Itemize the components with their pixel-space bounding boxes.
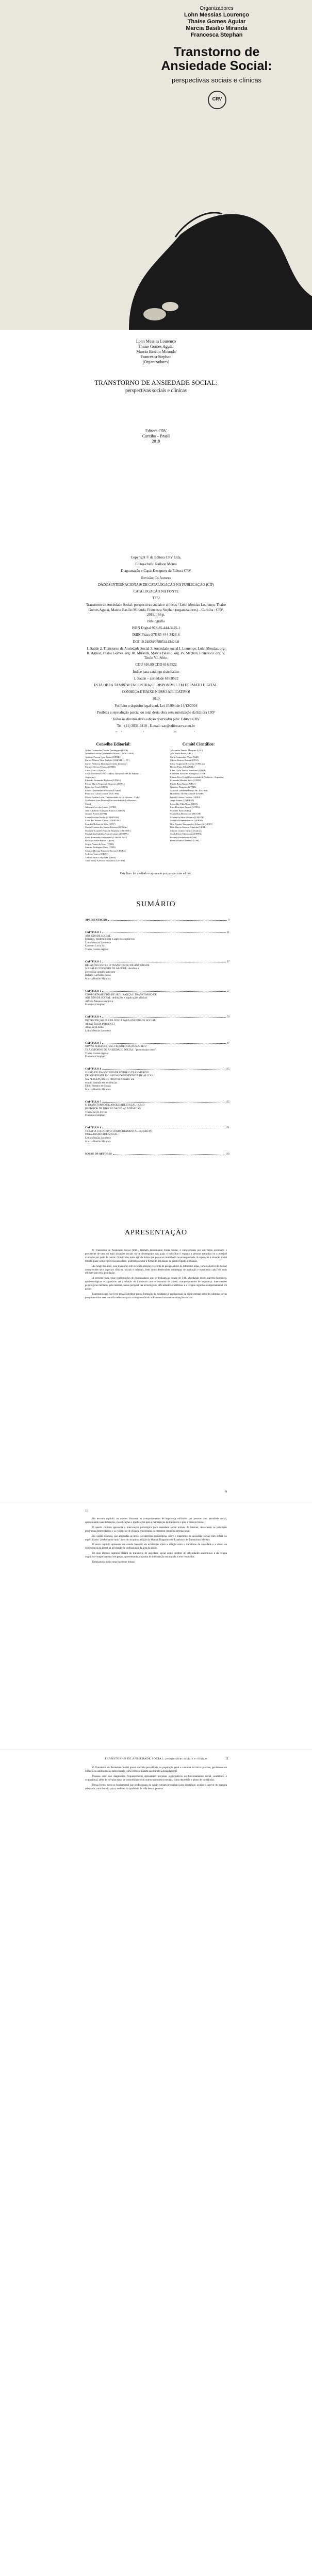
scientific-committee-list [170, 749, 227, 843]
toc-entry-row [85, 1067, 229, 1071]
toc-entry[interactable] [85, 1153, 229, 1156]
toc-page-number: 163 [225, 1152, 229, 1156]
running-head: TRANSTORNO DE ANSIEDADE SOCIAL: perspectivas sociais e clínicas [104, 1757, 208, 1760]
toc-entry-label: CAPÍTULO 4 [85, 1015, 102, 1019]
board-member: Fernanda Mendes Silva (UESB) [170, 779, 201, 782]
copyright-line: CATALOGAÇÃO NA FONTE [133, 589, 179, 594]
toc-page-number: 115 [225, 1067, 229, 1071]
toc-entry[interactable] [85, 931, 229, 952]
toc-page-number: 11 [227, 931, 229, 934]
toc-page [0, 889, 312, 1218]
toc-entry-row [85, 990, 229, 993]
toc-entry-label: CAPÍTULO 7 [85, 1100, 102, 1104]
copyright-line: Foi feito o depósito legal conf. Lei 10.994 de 14/12/2004 [114, 703, 198, 708]
name-line: Marcia Basilio Miranda [136, 349, 176, 354]
publisher-line: Curitiba – Brasil [142, 434, 170, 438]
toc-entry-line: Lohn Messias Lourenço [85, 941, 111, 944]
board-member: Paulo Romualdo Hernandes (UNIFAL-MG) [85, 836, 127, 839]
board-member: Sydione Santos (UEPG) [85, 853, 108, 855]
title-page [0, 330, 312, 546]
toc-entry-line: prevenção científica recente [85, 970, 116, 974]
board-member: Eliana Alice Puig (Universidade de Valência – Espanha) [170, 775, 224, 778]
board-member: Guillermo Arias Beatón (Universidade de La Havana – Cuba) [85, 799, 138, 805]
presentation-page-3 [0, 1750, 312, 1936]
board-member: Leonel Severo Rocha (UNISINOS) [85, 816, 119, 819]
copyright-line: Copyright © da Editora CRV Ltda. [130, 555, 182, 560]
toc-entry[interactable] [85, 1067, 229, 1091]
toc-entry-row [85, 1153, 229, 1156]
toc-entry-line: NA PERCEPÇÃO DE PROFISSIONAIS: um [85, 1077, 135, 1081]
presentation-text-3 [85, 1767, 227, 1792]
title-page-names [0, 339, 312, 365]
toc-entry-line: Lohn Messias Lourenço [85, 1029, 111, 1032]
board-member: Antônio Pereira Gaio Júnior (UFRRJ) [85, 755, 121, 758]
toc-entry-label: CAPÍTULO 8 [85, 1126, 102, 1130]
toc-entry-row [85, 1126, 229, 1130]
page-number: 10 [85, 1510, 88, 1513]
toc-page-number: 97 [226, 1041, 229, 1045]
toc-entry[interactable] [85, 1100, 229, 1117]
paragraph: No terceiro capítulo, os autores discutem os comportamentos de segurança utilizados por pessoas com ansiedade social, apresentando suas definições, classificações e implicações para a manutenção do transtorno e para a prática clínica. [85, 1518, 227, 1524]
presentation-page [0, 1218, 312, 1502]
toc-entry-line: Carmem Lucia Sá [85, 944, 105, 948]
board-member: Simone Gomes Tavares (Unifacs) [170, 829, 202, 832]
toc-entry-line: Rafaela Carvalho Bessa [85, 974, 111, 977]
toc-page-number: 9 [228, 919, 229, 922]
paragraph: O Transtorno de Ansiedade Social possui elevada prevalência na população geral e costuma ter início precoce, geralmente na infância ou adolescência, apresentando curso crônico quando não tratado adequadamente. [85, 1767, 227, 1773]
toc-page-number: 57 [226, 990, 229, 993]
toc-entry-line: DE ANSIEDADE E O ABUSO/DEPENDÊNCIA DE ÁLCOOL [85, 1074, 154, 1078]
toc-page-number: 151 [225, 1126, 229, 1130]
editorial-council-title: Conselho Editorial: [96, 742, 131, 747]
toc-entry-label: SOBRE OS AUTORES [85, 1152, 112, 1156]
toc-leader-dots [113, 1154, 224, 1155]
board-member: Flávia Rosa Naves (UFSJ) [170, 782, 195, 785]
board-member: Mauricio Pennemaracha (UFRRJ) [170, 819, 203, 822]
page-number: 9 [225, 1490, 227, 1494]
copyright-line: Tel.: (41) 3039-6418 - E-mail: sac@editoracrv.com.br [117, 724, 195, 728]
toc-entry-line: O TRANSTORNO DE ANSIEDADE SOCIAL COMO [85, 1104, 145, 1107]
board-member: Isabel Cristina Cardoso (UERJ) [170, 795, 201, 799]
toc-entry-line: ATRAVÉS DA INTERNET [85, 1022, 115, 1026]
board-member: Elione Maria Nogueira Diogenes (UFAL) [85, 782, 125, 785]
scientific-committee [170, 743, 227, 843]
toc-heading: SUMÁRIO [136, 900, 176, 908]
copyright-text [85, 555, 227, 738]
toc-entry-line: Marcia Basilio Miranda [85, 977, 111, 980]
board-member: Carla Guimarães Alves (UnB) [170, 755, 199, 758]
toc-entry-label: CAPÍTULO 3 [85, 990, 102, 993]
board-member: Simone Rodrigues Pinto (UNB) [85, 846, 116, 849]
board-member: Rodrigo Pratte-Santos (UFES) [85, 839, 114, 842]
toc-entry-line: Thaíse Gomes Aguiar [85, 1052, 109, 1055]
publisher-logo-text: CRV [212, 96, 222, 101]
board-member: Jailson Alves dos Santos (UFRJ) [85, 806, 117, 808]
toc-entry-row [85, 960, 229, 964]
board-member: Gloria Fariñas León (Universidade de La Havana – Cuba) [85, 795, 140, 799]
toc-entry-line: Fábio Ferreira de Souza [85, 1084, 111, 1088]
board-member: Hildeberto Oliveira Junior (UEMA) [170, 792, 205, 795]
paragraph: Ao longo dos anos, esse transtorno tem recebido atenção crescente de pesquisadores de diferentes áreas, com o objetivo de melhor compreender seus aspectos clínicos, sociais e culturais, bem como desenvolver estratégias de avaliação e tratamento cada vez mais eficazes para essa população. [85, 1265, 227, 1275]
toc-entry-line: estudo baseado em evidências [85, 1081, 118, 1084]
organizer-name: Lohn Messias Lourenço [184, 12, 249, 18]
toc-page-number: 37 [226, 960, 229, 963]
paragraph: Dessa forma, torna-se fundamental que profissionais da saúde estejam preparados para identificar, avaliar e intervir de maneira adequada, contribuindo para a melhora da qualidade de vida dessas pessoas. [85, 1784, 227, 1790]
board-member: Edna Lúcia Tinoco Ponciano (UERJ) [170, 769, 206, 772]
presentation-text [85, 1249, 227, 1302]
board-member: Lídia de Oliveira Xavier (UNIEURO) [85, 819, 121, 822]
presentation-heading: APRESENTAÇÃO [124, 1229, 188, 1236]
editorial-council-list [85, 749, 142, 863]
paragraph: A presente obra reúne contribuições de pesquisadores que se dedicam ao estudo do TAS, abordando desde aspectos históricos, epidemiológicos e cognitivos até a relação do transtorno com o consumo de álcool, comportamentos de segurança, intervenções psicológicas mediadas pela internet, novas perspectivas tecnológicas, dificuldades acadêmicas e a terapia cognitivo-comportamental em grupo. [85, 1277, 227, 1291]
board-footer: Este livro foi avaliado e aprovado por pareceristas ad hoc. [120, 872, 192, 875]
toc-entry[interactable] [85, 919, 229, 922]
toc-entry-label: APRESENTAÇÃO [85, 919, 107, 922]
toc-entry-line: Lohn Messias Lourenço [85, 1136, 111, 1140]
board-member: Celso Conti (UFSCar) [85, 769, 107, 772]
title-page-publisher [0, 429, 312, 444]
toc-entry-line: Thaíse Gomes Aguiar [85, 947, 109, 951]
toc-entry-line: TERAPIA COGNITIVO-COMPORTAMENTAL EM GRUPO [85, 1129, 153, 1133]
toc-entry-line: Francesca Stephan [85, 1003, 105, 1007]
copyright-line: 2019 [152, 697, 160, 701]
board-member: Sarah Palier Valenciano (UFPEL) [170, 833, 203, 835]
board-member: Ana Maria Frota (UFC) [170, 752, 193, 755]
cover-organizers [165, 5, 268, 39]
organizers-label: Organizadores [200, 6, 234, 11]
copyright-line: Editor-chefe: Railson Moura [135, 562, 177, 567]
board-member: Luiz Henrique Amaral (UFES) [170, 806, 200, 808]
board-member: Maria de Lourdes Pinto de Almeida (UNOESC) [85, 829, 131, 832]
presentation-text-2 [85, 1518, 227, 1566]
toc-entry-line: Alfredo Menezes da Silva [85, 999, 113, 1003]
toc-entry-row [85, 1015, 229, 1019]
toc-entry-line: PREDITOR DE DIFICULDADES ACADÊMICAS [85, 1107, 141, 1110]
toc-leader-dots [102, 1016, 226, 1018]
paragraph: Desejamos a todos uma excelente leitura! [92, 1561, 136, 1564]
toc-leader-dots [102, 1101, 224, 1103]
toc-entry-line: SOCIAL E CONSUMO DE ÁLCOOL: desafios à [85, 967, 139, 971]
scientific-committee-title: Comitê Científico: [182, 742, 215, 747]
toc-entry-line: NOVAS PERSPECTIVAS TECNOLÓGICAS SOBRE O [85, 1045, 147, 1048]
board-member: Célio Nogueira de Araújo (UFSCar) [170, 762, 205, 765]
board-member: Roberta Bittencourt (UNIR) [170, 836, 197, 839]
toc-entry-line: ANSIEDADE SOCIAL: definições e implicações clínicas [85, 996, 147, 1000]
title-page-title: TRANSTORNO DE ANSIEDADE SOCIAL: [94, 379, 218, 386]
toc-entry-line: Francesca Stephan [85, 1114, 105, 1117]
toc-entry[interactable] [85, 1126, 229, 1143]
board-member: Elizabeth Zaccarin Kanegae (UTFPR) [170, 772, 207, 775]
toc-entry[interactable] [85, 990, 229, 1007]
copyright-line: CONHEÇA E BAIXE NOSSO APLICATIVO! [122, 690, 190, 694]
board-member: Francisco Carlos Duarte (PUC-PR) [85, 792, 119, 795]
board-member: Gustavo Zambenedetti (UNICENTRO) [170, 789, 208, 792]
cover-subtitle: perspectivas sociais e clínicas [171, 76, 262, 84]
toc-page-number: 135 [225, 1100, 229, 1104]
name-line: Francesca Stephan [140, 354, 172, 359]
publisher-line: Editora CRV [145, 429, 167, 433]
toc-entry-line: Marcia Basilio Miranda [85, 1140, 111, 1143]
toc-leader-dots [108, 920, 227, 921]
toc-entry-label: CAPÍTULO 2 [85, 960, 102, 963]
board-member: João Adalberto Campato Junior (UNESP) [85, 809, 125, 812]
board-member: Renata Ramos Resende (UFS) [170, 839, 200, 842]
paragraph: O sexto capítulo apresenta um estudo baseado em evidências sobre a relação entre o transtorno de ansiedade e o abuso ou dependência de álcool na percepção de profissionais da área da saúde. [85, 1544, 227, 1550]
toc-entry-line: INTERVENÇÃO PSICOLÓGICA PARA ANSIEDADE SOCIAL [85, 1019, 156, 1022]
board-member: Tadeu Oliver Gonçalves (UFPA) [85, 856, 117, 859]
toc-leader-dots [102, 961, 226, 962]
cover-title: Transtorno de Ansiedade Social: [161, 45, 272, 73]
board-member: Cássia Beatriz Batista (UFSJ) [170, 759, 199, 761]
board-member: Leopoldo Vilas Boas (UFSJ) [170, 802, 198, 805]
board-member: Solange Helena Ximenes-Rocha (UFOPA) [85, 849, 126, 852]
copyright-line: DADOS INTERNACIONAIS DE CATALOGAÇÃO NA PUBLICAÇÃO (CIP) [98, 582, 214, 587]
toc-entry-line: TRANSTORNO DE ANSIEDADE SOCIAL: "performance only" [85, 1048, 156, 1052]
toc-entry-line: RELAÇÕES ENTRE O TRANSTORNO DE ANSIEDADE [85, 963, 150, 967]
copyright-line: Diagramação e Capa: Designers da Editora CRV [121, 569, 191, 573]
copyright-line: Transtorno de Ansiedade Social: perspectivas sociais e clínicas / Lohn Messias Lourenço, Thaíse Gomes Aguiar, Marcia Basilio Miranda, Francesca Stephan (organizadores) – Curitiba : CRV, 2019. 166 p. [86, 603, 226, 617]
publisher-logo [208, 91, 226, 109]
paragraph: O Transtorno de Ansiedade Social (TAS), também denominado Fobia Social, é caracterizado por um medo acentuado e persistente de uma ou mais situações sociais ou de desempenho nas quais o indivíduo é exposto a pessoas estranhas ou a possível avaliação por parte de outros. O indivíduo teme agir de forma que possa ser humilhado ou envergonhado. A exposição à situação social temida quase sempre provoca ansiedade, podendo assumir a forma de um ataque de pânico ligado à situação. [85, 1249, 227, 1263]
copyright-line: DOI 10.24824/978854443426.8 [133, 639, 179, 644]
board-member: Maria Rita Bittencourt (PUCSP) [170, 812, 201, 815]
board-member: Cesar Gerónimo Tello (Univer. Nacional Três de Febrero – Argentina) [85, 772, 141, 778]
organizer-name: Thaíse Gomes Aguiar [187, 19, 246, 25]
toc-entry-line: COMPORTAMENTOS DE SEGURANÇA E TRANSTORNO DE [85, 993, 157, 996]
board-member: Carmen Tereza Velanga (UNIR) [85, 766, 116, 768]
toc-leader-dots [102, 991, 226, 992]
board-member: Carlos Alberto Vilar Estêvão (UMINHO – PT) [85, 759, 129, 761]
board-member: Élsio José Corá (UFFS) [85, 786, 108, 788]
board-member: Eduardo Fernandes Barbosa (UFMG) [85, 779, 121, 782]
copyright-line: Índice para catálogo sistemático [133, 669, 179, 674]
cover-illustration [0, 111, 312, 330]
copyright-line: ISBN Digital 978-85-444-3425-1 [132, 626, 180, 631]
toc-entry-line: O ESTUDO DA SOCIEDADE ENTRE O TRANSTORNO [85, 1071, 149, 1074]
board-member: Jorge Soares (UNIFESP) [170, 799, 194, 802]
name-line: Lohn Messias Lourenço [136, 339, 176, 344]
board-member: Andréia da Silva Quintanilha Sousa (UNIR/UFRN) [85, 752, 134, 755]
toc-entry-line: histórico, epidemiologia e aspectos cognitivos [85, 938, 135, 941]
toc-entry-line: Marcia Basilio Miranda [85, 1088, 111, 1091]
toc-leader-dots [102, 1127, 224, 1128]
toc-entry-line: Thainá Alves Ferraz [85, 1110, 107, 1114]
book-cover [0, 0, 312, 330]
paragraph: Pessoas com esse diagnóstico frequentemente apresentam prejuízos significativos no funcionamento social, acadêmico e ocupacional, além de elevadas taxas de comorbidade com outros transtornos mentais, como depressão e abuso de substâncias. [85, 1775, 227, 1782]
toc-entry-row [85, 931, 229, 935]
copyright-page [0, 546, 312, 732]
toc-entry-row [85, 919, 229, 922]
toc-leader-dots [102, 1069, 224, 1070]
name-line: (Organizadores) [142, 360, 170, 364]
paragraph: Esperamos que este livro possa contribuir para a formação de estudantes e profissionais da saúde mental, além de estimular novas pesquisas sobre esse tema tão relevante para a compreensão do sofrimento humano em situações sociais. [85, 1293, 227, 1299]
toc-entry[interactable] [85, 960, 229, 981]
copyright-line: CDU 616.89 CDD 616.8522 [135, 663, 177, 667]
board-member: Alexandre Pereira Marques (UFF) [170, 749, 203, 752]
toc-entry-line: Aline Silva Lima [85, 1026, 104, 1029]
board-member: Tania Suely Azevedo Brasileiro (UFOPA) [85, 859, 125, 862]
toc-entry[interactable] [85, 1042, 229, 1059]
page-number: 11 [225, 1757, 228, 1760]
board-member: Rita Marcia Alencar Almeida (UFRRJ) [170, 826, 207, 828]
publisher-line: 2019 [152, 439, 160, 444]
paragraph: Os dois últimos capítulos tratam do transtorno de ansiedade social como preditor de dificuldades acadêmicas e da terapia cognitivo-comportamental em grupo, apresentando propostas de intervenção estruturada e seus resultados. [85, 1552, 227, 1559]
board-member: Marinalva Silva Oliveira (UNIFAP) [170, 816, 205, 819]
board-member: Nita Kiyoko Vasconcelos Schoefeld (UFSC) [170, 822, 212, 825]
toc-leader-dots [102, 932, 226, 933]
toc-entry-row [85, 1100, 229, 1104]
toc-entry-label: CAPÍTULO 6 [85, 1067, 102, 1071]
copyright-line: Revisão: Os Autores [141, 575, 171, 580]
toc-entry-line: PARA ANSIEDADE SOCIAL [85, 1133, 118, 1137]
editorial-board-page [0, 732, 312, 889]
toc-entry[interactable] [85, 1015, 229, 1032]
editorial-council [85, 743, 142, 863]
board-member: Aldira Guimarães Duarte Domínguez (UNB) [85, 749, 128, 752]
copyright-line: Bibliografia [147, 619, 165, 624]
copyright-line: 1. Saúde – ansiedade 616.8522 [134, 676, 178, 681]
board-member: Maria Lília Imbiriba Sousa Colares (UFOPA) [85, 833, 128, 835]
name-line: Thaíse Gomes Aguiar [138, 344, 174, 349]
board-member: Marcelo Porto (UEG) [170, 809, 191, 812]
organizer-name: Francesca Stephan [190, 32, 243, 38]
organizer-name: Marcia Basilio Miranda [186, 25, 248, 31]
board-member: Carlos Federico Dominguez Avila (Unieuro) [85, 762, 127, 765]
paragraph: O quarto capítulo apresenta a intervenção psicológica para ansiedade social através da internet, destacando os principais programas desenvolvidos e as evidências de eficácia encontradas na literatura científica internacional. [85, 1526, 227, 1533]
copyright-line: 1. Saúde 2. Transtorno de Ansiedade Social 3. Ansiedade social I. Lourenço, Lohn Messias. org. II. Aguiar, Thaíse Gomes. org. III. Miranda, Marcia Basilio. org. IV. Stephan, Francesca. org. V. Título VI. Série. [86, 646, 226, 660]
board-member: Elizeu Clementino de Souza (UNEB) [85, 789, 121, 792]
copyright-line: ESTA OBRA TAMBÉM ENCONTRA-SE DISPONÍVEL EM FORMATO DIGITAL. [94, 683, 218, 688]
copyright-line: Todos os direitos desta edição reservados pela: Editora CRV [112, 717, 200, 722]
title-page-subtitle: perspectivas sociais e clínicas [125, 388, 187, 394]
board-member: Denise Pinto Silva (UEL) [170, 766, 195, 768]
toc-entry-label: CAPÍTULO 5 [85, 1041, 102, 1045]
toc-entry-line: ANSIEDADE SOCIAL: [85, 934, 112, 938]
toc-entry-line: Francesca Stephan [85, 1055, 105, 1059]
board-member: Sérgio Nunes de Jesus (IFRO) [85, 842, 114, 845]
copyright-line: T772 [152, 596, 160, 601]
board-member: Lourdes Helena da Silva (UFV) [85, 822, 116, 825]
toc-leader-dots [102, 1043, 226, 1044]
copyright-line: Proibida a reprodução parcial ou total desta obra sem autorização da Editora CRV [96, 710, 216, 715]
board-member: Maria Cristina dos Santos Bezerra (UFSCar) [85, 826, 128, 828]
presentation-page-2 [0, 1502, 312, 1750]
toc-page-number: 79 [226, 1015, 229, 1019]
paragraph: No quinto capítulo, são abordadas as novas perspectivas tecnológicas sobre o transtorno de ansiedade social, com ênfase no especificador "performance only", descrito na quinta edição do Manual Diagnóstico e Estatístico de Transtornos Mentais. [85, 1535, 227, 1541]
copyright-line: ISBN Físico 978-85-444-3426-8 [132, 633, 180, 637]
board-member: Josania Portela (UFPI) [85, 812, 107, 815]
toc-entry-label: CAPÍTULO 1 [85, 931, 102, 934]
board-member: Gilmaro Nogueira (UFRB) [170, 786, 196, 788]
